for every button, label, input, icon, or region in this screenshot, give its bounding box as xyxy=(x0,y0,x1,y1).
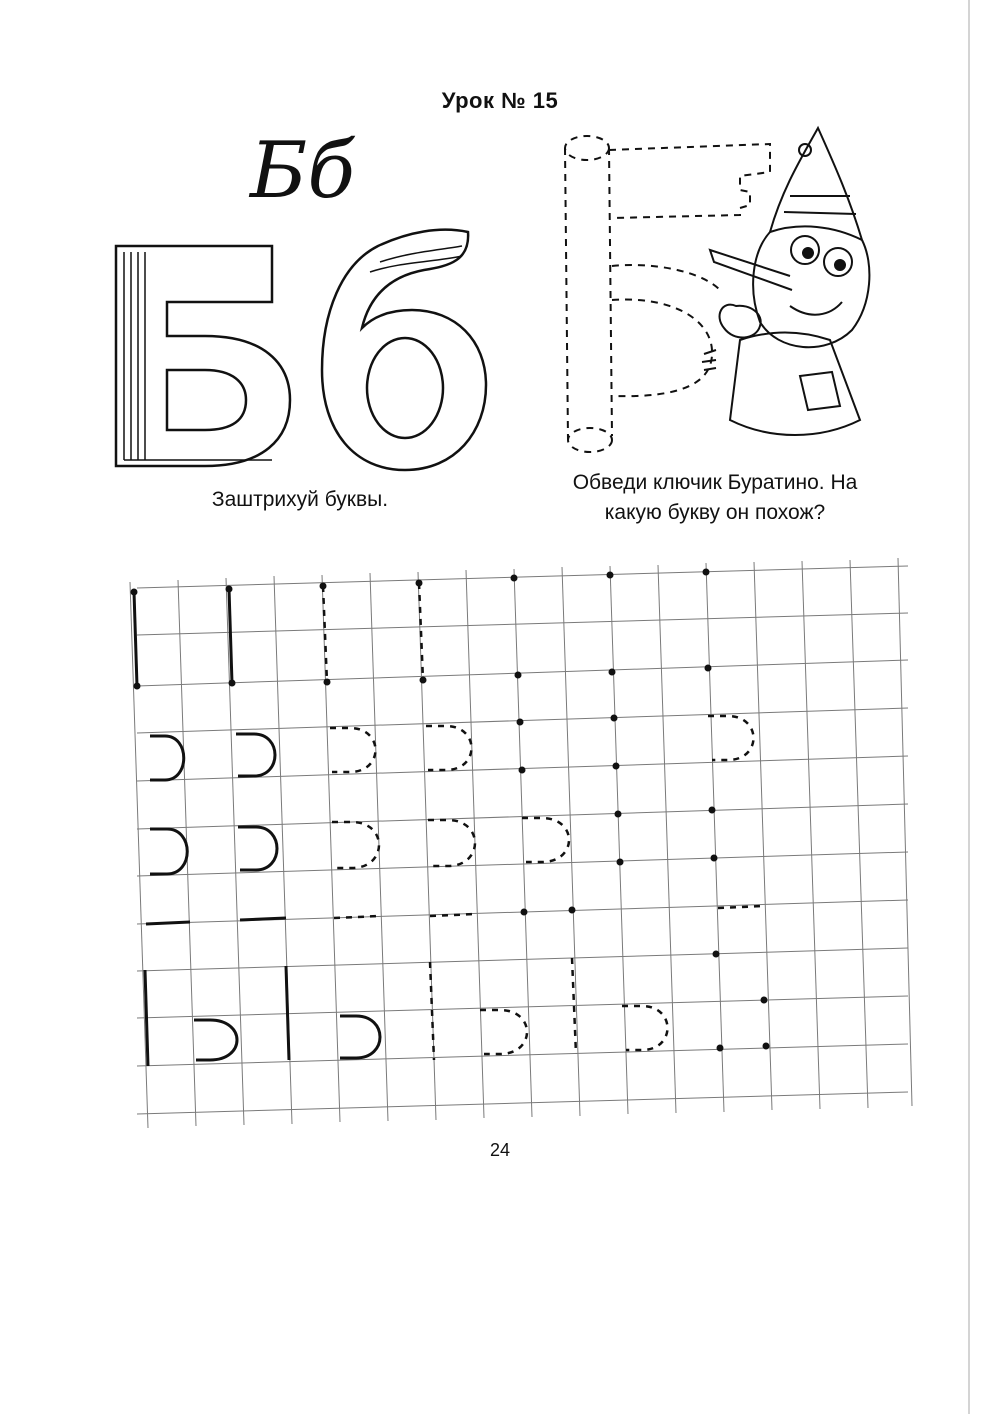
grid-lines xyxy=(130,558,912,1128)
script-letters: Бб xyxy=(250,126,355,216)
dashed-strokes xyxy=(323,583,764,1060)
page-number: 24 xyxy=(489,1140,511,1160)
shade-letters-caption: Заштрихуй буквы. xyxy=(211,488,389,511)
lesson-title: Урок № 15 xyxy=(441,88,559,113)
trace-key-caption-line2: какую букву он похож? xyxy=(604,501,826,525)
guide-dots xyxy=(131,569,770,1052)
trace-key-caption-line1: Обведи ключик Буратино. На xyxy=(572,471,858,494)
